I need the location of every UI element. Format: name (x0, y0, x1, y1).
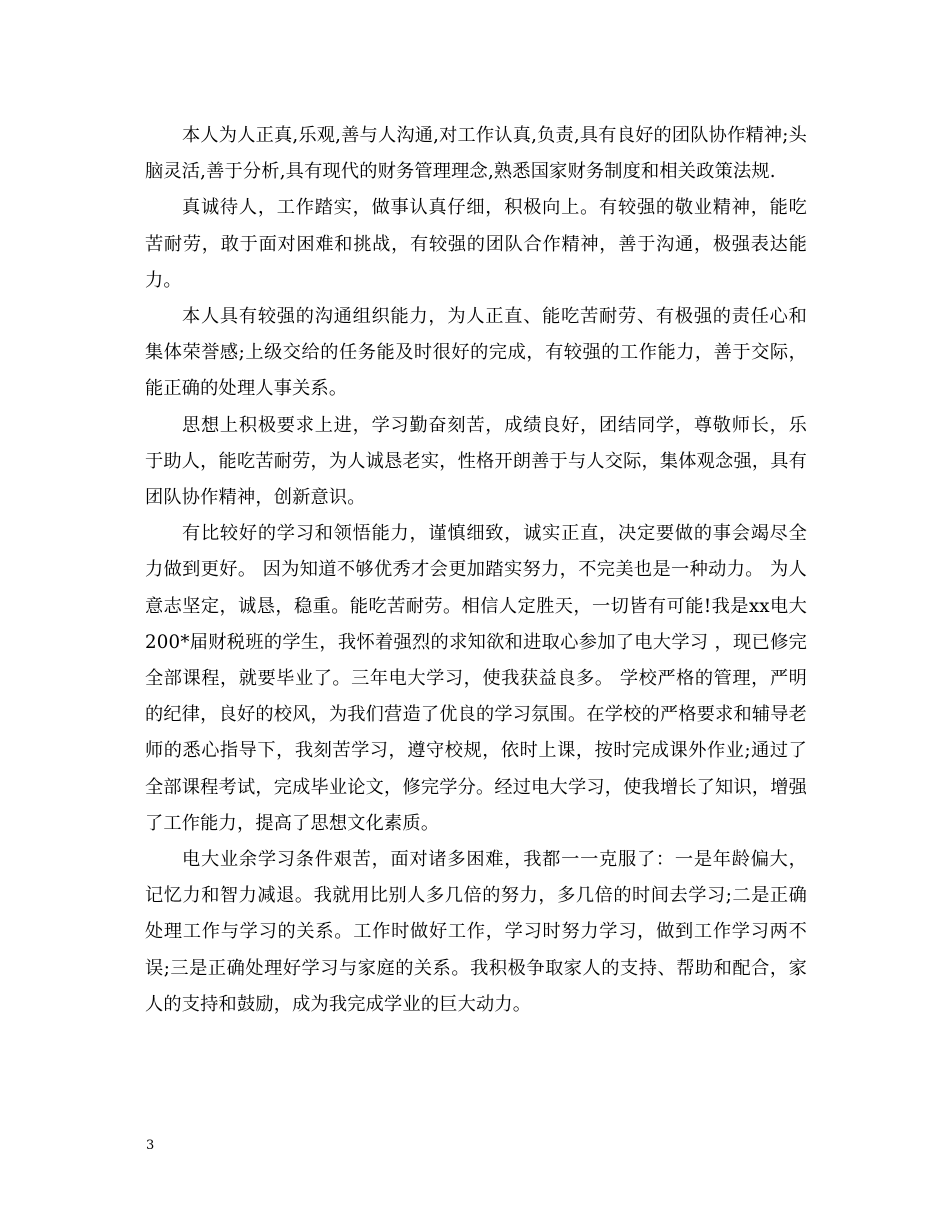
paragraph-2: 真诚待人，工作踏实，做事认真仔细，积极向上。有较强的敬业精神，能吃苦耐劳，敢于面对困难和挑战，有较强的团队合作精神，善于沟通，极强表达能力。 (145, 197, 807, 291)
paragraph-1: 本人为人正真,乐观,善与人沟通,对工作认真,负责,具有良好的团队协作精神;头脑灵活,善于分析,具有现代的财务管理理念,熟悉国家财务制度和相关政策法规. (145, 125, 807, 183)
page-number: 3 (146, 1138, 155, 1153)
paragraph-5: 有比较好的学习和领悟能力，谨慎细致，诚实正直，决定要做的事会竭尽全力做到更好。 因为知道不够优秀才会更加踏实努力，不完美也是一种动力。 为人意志坚定，诚恳，稳重。能吃苦耐劳。相信人定胜天，一切皆有可能!我是xx电大200*届财税班的学生，我怀着强烈的求知欲和进取心参加了电大学习 ，现已修完全部课程，就要毕业了。三年电大学习，使我获益良多。 学校严格的管理，严明的纪律，良好的校风，为我们营造了优良的学习氛围。在学校的严格要求和辅导老师的悉心指导下，我刻苦学习，遵守校规，依时上课，按时完成课外作业;通过了全部课程考试，完成毕业论文，修完学分。经过电大学习，使我增长了知识，增强了工作能力，提高了思想文化素质。 (145, 523, 807, 834)
paragraph-3: 本人具有较强的沟通组织能力，为人正直、能吃苦耐劳、有极强的责任心和集体荣誉感;上级交给的任务能及时很好的完成，有较强的工作能力，善于交际，能正确的处理人事关系。 (145, 306, 807, 400)
document-body (145, 118, 807, 1023)
paragraph-6: 电大业余学习条件艰苦，面对诸多困难，我都一一克服了：一是年龄偏大，记忆力和智力减退。我就用比别人多几倍的努力，多几倍的时间去学习;二是正确处理工作与学习的关系。工作时做好工作，学习时努力学习，做到工作学习两不误;三是正确处理好学习与家庭的关系。我积极争取家人的支持、帮助和配合，家人的支持和鼓励，成为我完成学业的巨大动力。 (145, 849, 807, 1015)
paragraph-4: 思想上积极要求上进，学习勤奋刻苦，成绩良好，团结同学，尊敬师长，乐于助人，能吃苦耐劳，为人诚恳老实，性格开朗善于与人交际，集体观念强，具有团队协作精神，创新意识。 (145, 414, 807, 509)
